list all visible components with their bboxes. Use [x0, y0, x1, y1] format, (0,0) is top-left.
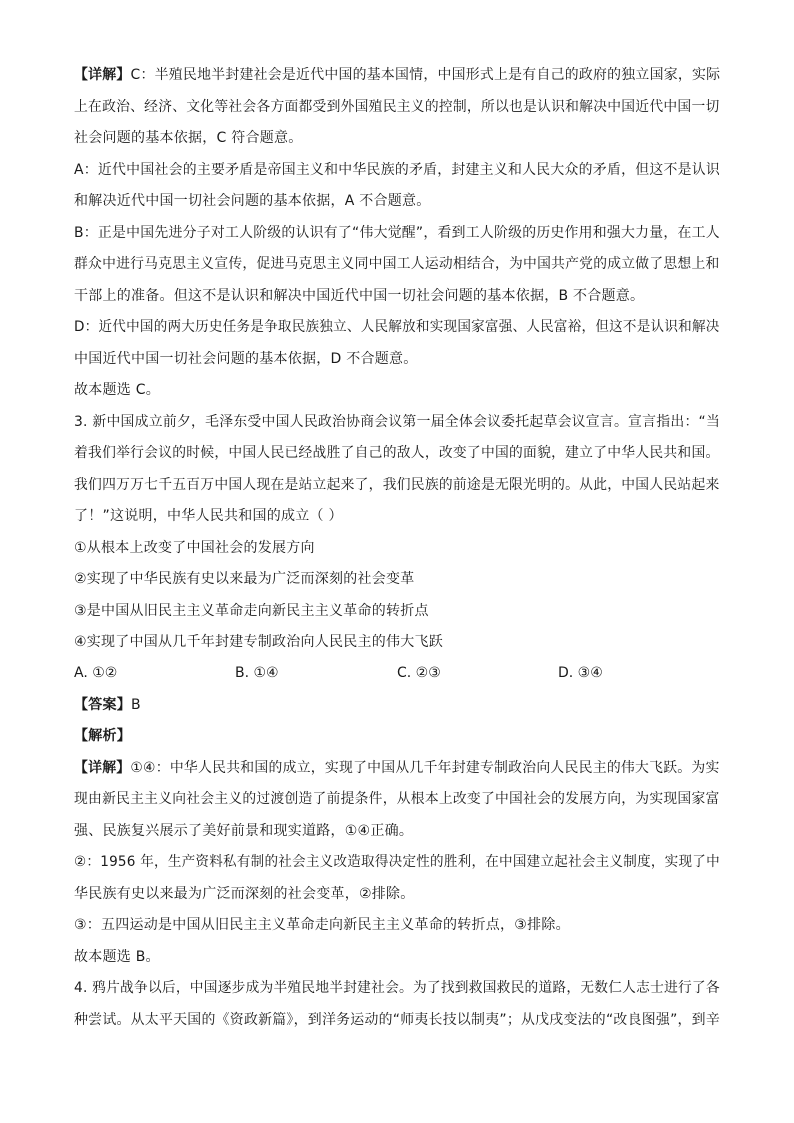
question-3-line-1: 3. 新中国成立前夕，毛泽东受中国人民政治协商会议第一届全体会议委托起草会议宣言。宣言指出：“当 [74, 414, 721, 430]
choice-b: B. ①④ [235, 665, 279, 681]
statement-1: ①从根本上改变了中国社会的发展方向 [74, 540, 315, 556]
q3-detail-line-5: 华民族有史以来最为广泛而深刻的社会变革，②排除。 [74, 886, 415, 902]
question-4-line-2: 种尝试。从太平天国的《资政新篇》，到洋务运动的“师夷长技以制夷”；从戊戌变法的“改良图强”，到辛 [74, 1012, 721, 1028]
question-3-line-3: 我们四万万七千五百万中国人现在是站立起来了，我们民族的前途是无限光明的。从此，中国人民站起来 [74, 477, 720, 493]
q3-detail-line-2: 现由新民主主义向社会主义的过渡创造了前提条件，从根本上改变了中国社会的发展方向，为实现国家富 [74, 791, 720, 807]
choice-c: C. ②③ [397, 665, 441, 681]
answer-tag: 【答案】 [74, 697, 131, 713]
conclusion-line: 故本题选 C。 [74, 382, 160, 398]
detail-line-2: 上在政治、经济、文化等社会各方面都受到外国殖民主义的控制，所以也是认识和解决中国近代中国一切 [74, 99, 720, 115]
q3-detail-line-4: ②：1956 年，生产资料私有制的社会主义改造取得决定性的胜利，在中国建立起社会主义制度，实现了中 [74, 854, 720, 870]
detail-line-3: 社会问题的基本依据，C 符合题意。 [74, 130, 303, 146]
analysis-tag: 【解析】 [74, 728, 131, 744]
q3-detail-text: ①④：中华人民共和国的成立，实现了中国从几千年封建专制政治向人民民主的伟大飞跃。为实 [130, 760, 720, 776]
detail-tag: 【详解】 [74, 67, 131, 83]
q3-detail-tag: 【详解】 [74, 760, 131, 776]
choice-a: A. ①② [74, 665, 118, 681]
statement-3: ③是中国从旧民主主义革命走向新民主主义革命的转折点 [74, 603, 429, 619]
option-a-analysis-line-1: A：近代中国社会的主要矛盾是帝国主义和中华民族的矛盾，封建主义和人民大众的矛盾，但这不是认识 [74, 162, 721, 178]
question-4-line-1: 4. 鸦片战争以后，中国逐步成为半殖民地半封建社会。为了找到救国救民的道路，无数仁人志士进行了各 [74, 980, 720, 996]
choice-d: D. ③④ [558, 665, 603, 681]
q3-detail-line-1 [74, 759, 720, 777]
question-3-line-2: 着我们举行会议的时候，中国人民已经战胜了自己的敌人，改变了中国的面貌，建立了中华人民共和国。 [74, 445, 720, 461]
q3-detail-line-6: ③：五四运动是中国从旧民主主义革命走向新民主主义革命的转折点，③排除。 [74, 917, 570, 933]
q3-detail-line-3: 强、民族复兴展示了美好前景和现实道路，①④正确。 [74, 823, 414, 839]
detail-line-1 [74, 66, 720, 84]
statement-2: ②实现了中华民族有史以来最为广泛而深刻的社会变革 [74, 571, 415, 587]
option-b-analysis-line-1: B：正是中国先进分子对工人阶级的认识有了“伟大觉醒”，看到工人阶级的历史作用和强大力量，在工人 [74, 225, 720, 241]
option-d-analysis-line-2: 中国近代中国一切社会问题的基本依据，D 不合题意。 [74, 351, 418, 367]
answer-value: B [131, 697, 141, 713]
q3-conclusion-line: 故本题选 B。 [74, 949, 160, 965]
detail-text: C：半殖民地半封建社会是近代中国的基本国情，中国形式上是有自己的政府的独立国家，实际 [130, 67, 721, 83]
option-d-analysis-line-1: D：近代中国的两大历史任务是争取民族独立、人民解放和实现国家富强、人民富裕，但这不是认识和解决 [74, 319, 720, 335]
question-3-line-4: 了！”这说明，中华人民共和国的成立（ ） [74, 508, 343, 524]
option-b-analysis-line-2: 群众中进行马克思主义宣传，促进马克思主义同中国工人运动相结合，为中国共产党的成立做了思想上和 [74, 256, 720, 272]
option-a-analysis-line-2: 和解决近代中国一切社会问题的基本依据，A 不合题意。 [74, 193, 431, 209]
option-b-analysis-line-3: 干部上的准备。但这不是认识和解决中国近代中国一切社会问题的基本依据，B 不合题意。 [74, 288, 645, 304]
statement-4: ④实现了中国从几千年封建专制政治向人民民主的伟大飞跃 [74, 634, 444, 650]
answer-line [74, 696, 141, 714]
